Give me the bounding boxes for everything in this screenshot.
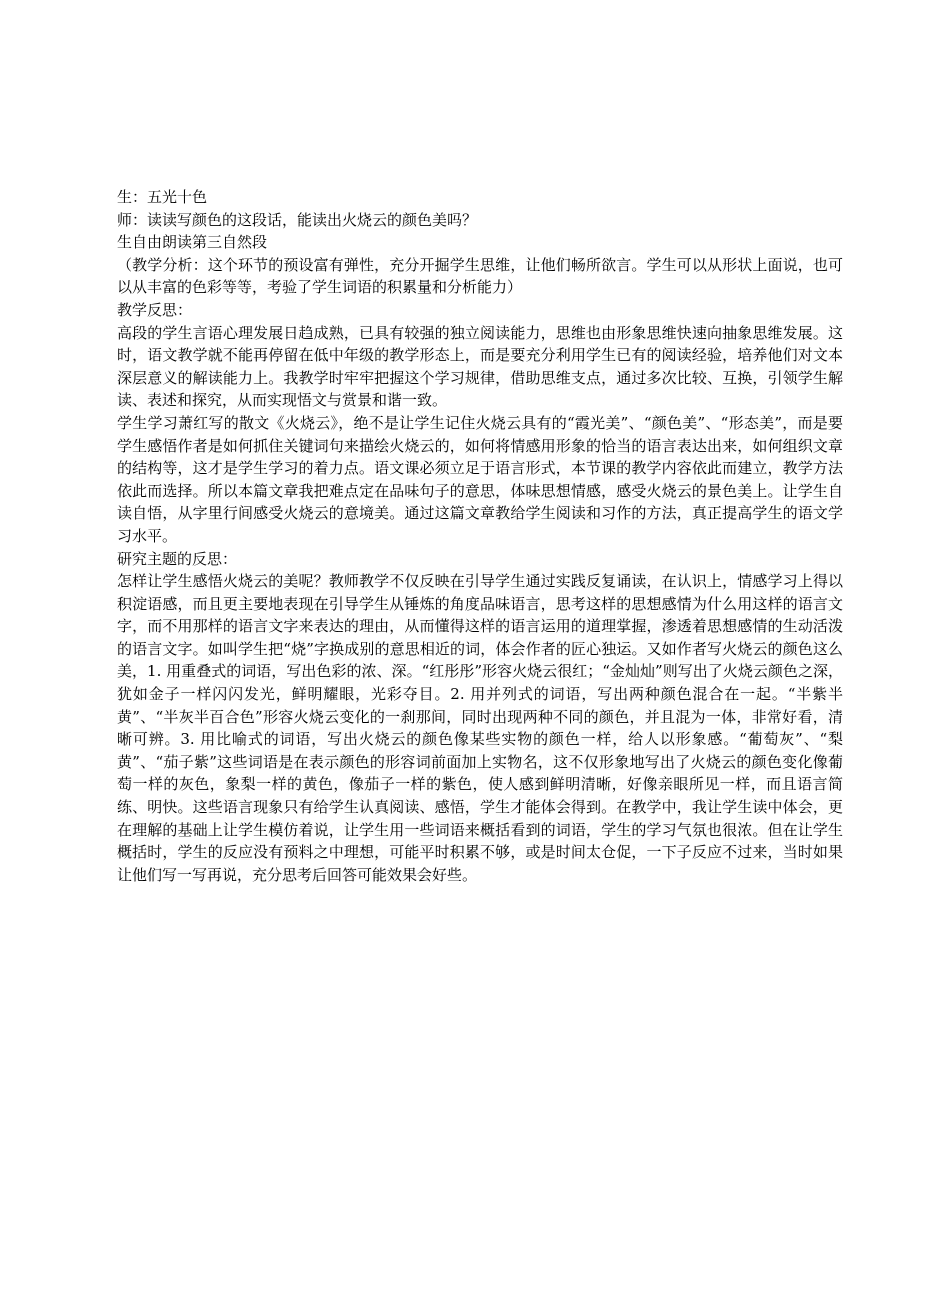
teaching-reflection-heading: 教学反思： — [117, 300, 193, 319]
research-reflection-heading: 研究主题的反思： — [117, 549, 238, 568]
reflection-paragraph-1: 高段的学生言语心理发展日趋成熟，已具有较强的独立阅读能力，思维也由形象思维快速向抽象思维发展。这时，语文教学就不能再停留在低中年级的教学形态上，而是要充分利用学生已有的阅读经验，培养他们对文本深层意义的解读能力上。我教学时牢牢把握这个学习规律，借助思维支点，通过多次比较、互换，引领学生解读、表述和探究，从而实现悟文与赏景和谐一致。 — [117, 323, 843, 410]
research-reflection-paragraph: 怎样让学生感悟火烧云的美呢？教师教学不仅反映在引导学生通过实践反复诵读，在认识上，情感学习上得以积淀语感，而且更主要地表现在引导学生从锤炼的角度品味语言，思考这样的思想感情为什么用这样的语言文字，而不用那样的语言文字来表达的理由，从而懂得这样的语言运用的道理掌握，渗透着思想感情的生动活泼的语言文字。如叫学生把“烧”字换成别的意思相近的词，体会作者的匠心独运。又如作者写火烧云的颜色这么美，1. 用重叠式的词语，写出色彩的浓、深。“红彤彤”形容火烧云很红；“金灿灿”则写出了火烧云颜色之深，犹如金子一样闪闪发光，鲜明耀眼，光彩夺目。2. 用并列式的词语，写出两种颜色混合在一起。“半紫半黄”、“半灰半百合色”形容火烧云变化的一刹那间，同时出现两种不同的颜色，并且混为一体，非常好看，清晰可辨。3. 用比喻式的词语，写出火烧云的颜色像某些实物的颜色一样，给人以形象感。“葡萄灰”、“梨黄”、“茄子紫”这些词语是在表示颜色的形容词前面加上实物名，这不仅形象地写出了火烧云的颜色变化像葡萄一样的灰色，象梨一样的黄色，像茄子一样的紫色，使人感到鲜明清晰，好像亲眼所见一样，而且语言简练、明快。这些语言现象只有给学生认真阅读、感悟，学生才能体会得到。在教学中，我让学生读中体会，更在理解的基础上让学生模仿着说，让学生用一些词语来概括看到的词语，学生的学习气氛也很浓。但在让学生概括时，学生的反应没有预料之中理想，可能平时积累不够，或是时间太仓促，一下子反应不过来，当时如果让他们写一写再说，充分思考后回答可能效果会好些。 — [117, 572, 843, 884]
document-body — [117, 186, 843, 886]
dialogue-teacher-line: 师：读读写颜色的这段话，能读出火烧云的颜色美吗？ — [117, 210, 478, 229]
reflection-paragraph-2: 学生学习萧红写的散文《火烧云》，绝不是让学生记住火烧云具有的“霞光美”、“颜色美”、“形态美”，而是要学生感悟作者是如何抓住关键词句来描绘火烧云的，如何将情感用形象的恰当的语言表达出来，如何组织文章的结构等，这才是学生学习的着力点。语文课必须立足于语言形式，本节课的教学内容依此而建立，教学方法依此而选择。所以本篇文章我把难点定在品味句子的意思，体味思想情感，感受火烧云的景色美上。让学生自读自悟，从字里行间感受火烧云的意境美。通过这篇文章教给学生阅读和习作的方法，真正提高学生的语文学习水平。 — [117, 413, 843, 545]
teaching-analysis-paragraph: （教学分析：这个环节的预设富有弹性，充分开掘学生思维，让他们畅所欲言。学生可以从形状上面说，也可以从丰富的色彩等等，考验了学生词语的积累量和分析能力） — [117, 255, 843, 297]
dialogue-student-reading-line: 生自由朗读第三自然段 — [117, 233, 268, 252]
dialogue-student-line: 生：五光十色 — [117, 188, 208, 206]
